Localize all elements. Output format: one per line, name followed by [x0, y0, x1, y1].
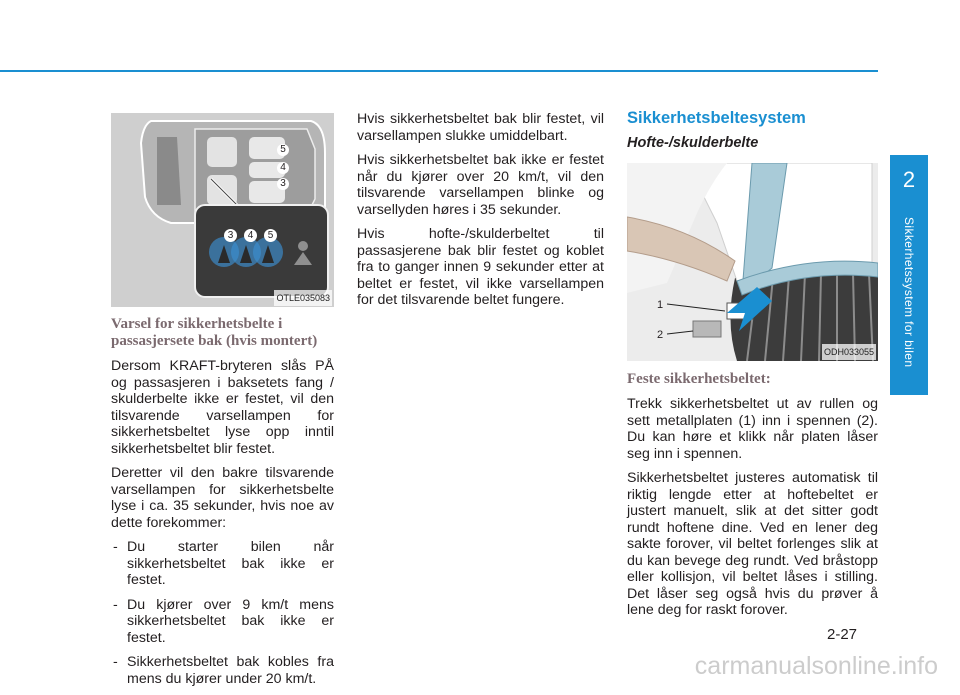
section-title: Sikkerhetsbeltesystem — [627, 109, 806, 127]
watermark: carmanualsonline.info — [694, 652, 938, 680]
seat-label-5: 5 — [277, 144, 289, 156]
indicator-label-5: 5 — [264, 229, 277, 242]
paragraph: Hvis hofte-/skulderbeltet til passasjerene bak blir festet og koblet fra to ganger innen 9 sekunder etter at beltet er festet, vil ikke varsellampen for det tilsvarende beltet fungere. — [357, 226, 604, 308]
column-2 — [357, 111, 604, 317]
list-item: - Du kjører over 9 km/t mens sikkerhetsbeltet bak ikke er festet. — [111, 597, 334, 647]
header-rule — [0, 70, 878, 72]
chapter-title: Sikkerhetssystem for bilen — [902, 217, 916, 368]
car-interior-illustration — [111, 113, 334, 307]
chapter-number: 2 — [902, 167, 916, 192]
section-heading: Feste sikkerhetsbeltet: — [627, 371, 771, 387]
section-heading: Varsel for sikkerhetsbelte i passasjersete bak (hvis montert) — [111, 316, 318, 349]
rear-seatbelt-indicator-figure — [111, 113, 334, 307]
callout-2: 2 — [657, 329, 664, 341]
figure-code: OTLE035083 — [274, 290, 332, 307]
seat-label-4: 4 — [277, 162, 289, 174]
page-number: 2-27 — [827, 626, 858, 643]
subsection-title: Hofte-/skulderbelte — [627, 134, 759, 151]
paragraph: Dersom KRAFT-bryteren slås PÅ og passasjeren i baksetets fang / skulderbelte ikke er festet, vil den tilsvarende varsellampen for sikkerhetsbeltet lyse opp inntil sikkerhetsbeltet blir festet. — [111, 358, 334, 457]
list-item: - Sikkerhetsbeltet bak kobles fra mens du kjører under 20 km/t. — [111, 654, 334, 687]
paragraph: Hvis sikkerhetsbeltet bak blir festet, vil varsellampen slukke umiddelbart. — [357, 111, 604, 144]
paragraph: Sikkerhetsbeltet justeres automatisk til riktig lengde etter at hoftebeltet er justert manuelt, slik at det sitter godt rundt hoftene dine. Ved en lener deg sakte forover, vil beltet forlenges slik at du kan bevege deg rundt. Ved bråstopp eller kollisjon, vil beltet låses i stilling. Det låser seg også hvis du prøver å lene deg for raskt forover. — [627, 470, 878, 618]
list-item: - Du starter bilen når sikkerhetsbeltet bak ikke er festet. — [111, 539, 334, 589]
indicator-label-4: 4 — [244, 229, 257, 242]
callout-1: 1 — [657, 299, 664, 311]
paragraph: Hvis sikkerhetsbeltet bak ikke er festet når du kjører over 20 km/t, vil den tilsvarende varsellampen blinke og varsellyden høres i 35 sekunder. — [357, 152, 604, 218]
column-3 — [627, 110, 878, 627]
seatbelt-illustration — [627, 163, 878, 361]
chapter-tab — [890, 155, 928, 395]
seat-label-3: 3 — [277, 178, 289, 190]
indicator-label-3: 3 — [224, 229, 237, 242]
lap-shoulder-belt-figure — [627, 163, 878, 361]
figure-code: ODH033055 — [822, 344, 876, 361]
column-1 — [111, 113, 334, 695]
paragraph: Deretter vil den bakre tilsvarende varsellampen for sikkerhetsbelte lyse i ca. 35 sekunder, hvis noe av dette forekommer: — [111, 465, 334, 531]
paragraph: Trekk sikkerhetsbeltet ut av rullen og sett metallplaten (1) inn i spennen (2). Du kan høre et klikk når platen låser seg inn i spennen. — [627, 396, 878, 462]
